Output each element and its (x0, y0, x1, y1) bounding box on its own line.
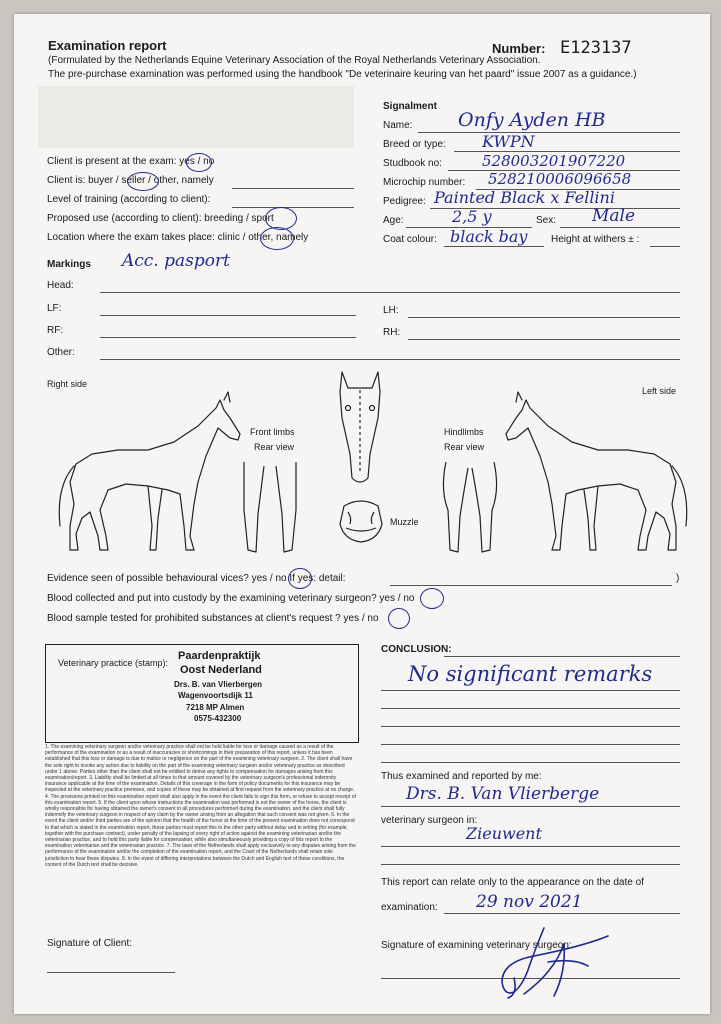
markings-heading: Markings (47, 259, 91, 270)
stamp-line-4: Wagenvoortsdijk 11 (178, 691, 253, 700)
hind-rear-view-label: Rear view (444, 442, 485, 452)
veterinary-practice-label: Veterinary practice (stamp): (58, 658, 169, 668)
training-level-label: Level of training (according to client): (47, 194, 211, 205)
veterinary-surgeon-in-label: veterinary surgeon in: (381, 815, 478, 826)
conclusion-line-6 (381, 762, 680, 763)
stamp-line-3: Drs. B. van Vlierbergen (174, 680, 263, 689)
conclusion-value: No significant remarks (408, 662, 653, 686)
coat-colour-value: black bay (450, 227, 528, 246)
yes-circle-mark (186, 153, 212, 172)
name-label: Name: (383, 120, 413, 131)
height-label: Height at withers ± : (551, 234, 640, 245)
examined-by-label: Thus examined and reported by me: (381, 771, 542, 782)
left-side-label: Left side (642, 386, 677, 396)
liability-terms-fine-print: 1. The examining veterinary surgeon and/or veterinary practice shall not be held liable for loss or damage caused as a result of the performance of the examination or as a result of inaccuracies or shortcomings in their preparation of this report, unless it has been established that this loss or damage is due to malice or negligence on the part of the examining veterinary surgeon. 2. The client shall have the sole right to invoke any action due to liability on the part of the examining veterinary surgeon and/or veterinary practice as described under 1 above. Parties other than the client shall not be entitled to derive any rights to compensation for damages arising from this examination/report. 3. Liability shall be limited at all times to that amount covered by the veterinary surgeon's professional indemnity insurance applicable at the time of the examination. Details of this coverage in the form of policy documents for this insurance may be inspected at the veterinary practice premises, and copies of these may be obtained at first request from the veterinary practice at no charge. 4. The provisions printed on this examination report shall also apply in the event the client fails to sign this form, or refuse to accept receipt of this examination report. 5. If the client upon whose instructions the examination was performed is not the owner of the horse, the client is wholly responsible for having obtained the owner's consent to all procedures performed during the examination, and the client shall fully indemnify the veterinary surgeon in respect of any claim by the owner arising from an allegation that such consent was not given. 6. In the event the client and/or third parties are of the opinion that the health of the horse at the time of the present examination does not correspond to that which is stated in the examination report, these parties must report this to the other party without delay and in writing (for example, together with the purchase contract), under penalty of the lapsing of every right of action against the examining veterinarian and/or the veterinarian practice, and to hold this party liable for compensation, while also simultaneously providing a copy of this report to the examination veterinarian and the veterinarian practice. 7. The laws of the Netherlands shall apply exclusively to any disputes arising from the performance of the examination and/or the completion of the examination report, and the Court of the Netherlands shall retain sole jurisdiction to hear these disputes. 8. In the event of differing interpretations between the Dutch and English text of these conditions, the content of the Dutch text shall be decisive. (45, 744, 356, 868)
hindlimbs-label: Hindlimbs (444, 427, 484, 437)
other-marking-line (100, 359, 680, 360)
breed-label: Breed or type: (383, 139, 446, 150)
studbook-label: Studbook no: (383, 158, 442, 169)
report-relate-label: This report can relate only to the appearance on the date of (381, 877, 644, 888)
location-line-1 (381, 846, 680, 847)
coat-line (444, 246, 544, 247)
right-side-label: Right side (47, 379, 88, 389)
other-circle-mark (260, 227, 294, 250)
examiner-name: Drs. B. Van Vlierberge (406, 784, 600, 804)
rh-line (408, 339, 680, 340)
proposed-use-label: Proposed use (according to client): breeding / sport (47, 213, 274, 224)
client-other-line (232, 188, 354, 189)
location-line-2 (381, 864, 680, 865)
number-label: Number: (492, 41, 546, 56)
conclusion-line-3 (381, 708, 680, 709)
report-title: Examination report (48, 38, 167, 53)
blood-tested-question: Blood sample tested for prohibited substances at client's request ? yes / no (47, 613, 379, 624)
stamp-line-2: Oost Nederland (180, 664, 262, 676)
head-label: Head: (47, 280, 74, 291)
other-marking-label: Other: (47, 347, 75, 358)
hindlimbs-rear-view-diagram (440, 460, 500, 556)
horse-right-side-diagram (48, 386, 248, 556)
examination-report-sheet (14, 14, 710, 1014)
rh-label: RH: (383, 327, 401, 338)
examiner-line (381, 806, 680, 807)
horse-name: Onfy Ayden HB (458, 109, 606, 131)
behavioural-vices-question: Evidence seen of possible behavioural vices? yes / no If yes: detail: (47, 573, 346, 584)
coat-colour-label: Coat colour: (383, 234, 437, 245)
client-present-label: Client is present at the exam: yes / no (47, 156, 215, 167)
muzzle-diagram (338, 498, 384, 544)
horse-left-side-diagram (498, 386, 698, 556)
vices-detail-line (390, 585, 672, 586)
horse-head-front-diagram (334, 368, 386, 488)
examination-date-line (444, 913, 680, 914)
report-subtitle-2: The pre-purchase examination was performed using the handbook "De veterinaire keuring van het paard" issue 2007 as a guidance.) (48, 69, 637, 80)
signalment-heading: Signalment (383, 101, 437, 112)
sex-label: Sex: (536, 215, 557, 226)
conclusion-line-5 (381, 744, 680, 745)
sex-value: Male (592, 206, 636, 226)
height-line (650, 246, 680, 247)
microchip-value: 528210006096658 (488, 170, 632, 188)
training-line (232, 207, 354, 208)
examination-date-label: examination: (381, 902, 438, 913)
pedigree-value: Painted Black x Fellini (434, 188, 615, 207)
lf-line (100, 315, 356, 316)
studbook-value: 528003201907220 (482, 152, 626, 170)
rf-line (100, 337, 356, 338)
seller-circle-mark (127, 172, 159, 191)
blood-custody-question: Blood collected and put into custody by the examining veterinary surgeon? yes / no (47, 593, 415, 604)
name-line (418, 132, 680, 133)
breed-value: KWPN (482, 132, 535, 151)
markings-value: Acc. pasport (122, 251, 230, 271)
sex-line (560, 227, 680, 228)
vet-signature-label: Signature of examining veterinary surgeon: (381, 940, 572, 951)
conclusion-line-1 (444, 656, 680, 657)
conclusion-line-4 (381, 726, 680, 727)
pedigree-label: Pedigree: (383, 196, 426, 207)
rf-label: RF: (47, 325, 64, 336)
vet-handwritten-signature (484, 922, 614, 1002)
lh-line (408, 317, 680, 318)
lh-label: LH: (383, 305, 399, 316)
age-value: 2,5 y (452, 207, 492, 226)
examination-date-value: 29 nov 2021 (476, 892, 583, 912)
redacted-client-area (38, 86, 354, 148)
microchip-label: Microchip number: (383, 177, 466, 188)
front-rear-view-label: Rear view (254, 442, 295, 452)
client-signature-line (47, 972, 175, 973)
custody-no-circle-mark (420, 588, 444, 609)
vices-no-circle-mark (288, 568, 312, 589)
stamp-line-1: Paardenpraktijk (178, 650, 261, 662)
conclusion-line-2 (381, 690, 680, 691)
tested-no-circle-mark (388, 608, 410, 629)
conclusion-heading: CONCLUSION: (381, 644, 452, 655)
veterinary-surgeon-in-value: Zieuwent (466, 824, 542, 843)
client-role-label: Client is: buyer / seller / other, namely (47, 175, 214, 186)
muzzle-label: Muzzle (390, 517, 419, 527)
report-subtitle-1: (Formulated by the Netherlands Equine Veterinary Association of the Royal Netherlands Veterinary Association. (48, 55, 541, 66)
stamp-line-6: 0575-432300 (194, 714, 242, 723)
stamp-line-5: 7218 MP Almen (186, 703, 245, 712)
age-label: Age: (383, 215, 404, 226)
front-limbs-label: Front limbs (250, 427, 295, 437)
front-limbs-rear-view-diagram (240, 460, 300, 556)
client-signature-label: Signature of Client: (47, 938, 133, 949)
lf-label: LF: (47, 303, 62, 314)
location-label: Location where the exam takes place: clinic / other, namely (47, 232, 309, 243)
report-number: E123137 (560, 38, 632, 58)
head-line (100, 292, 680, 293)
vices-close-paren: ) (676, 573, 680, 584)
